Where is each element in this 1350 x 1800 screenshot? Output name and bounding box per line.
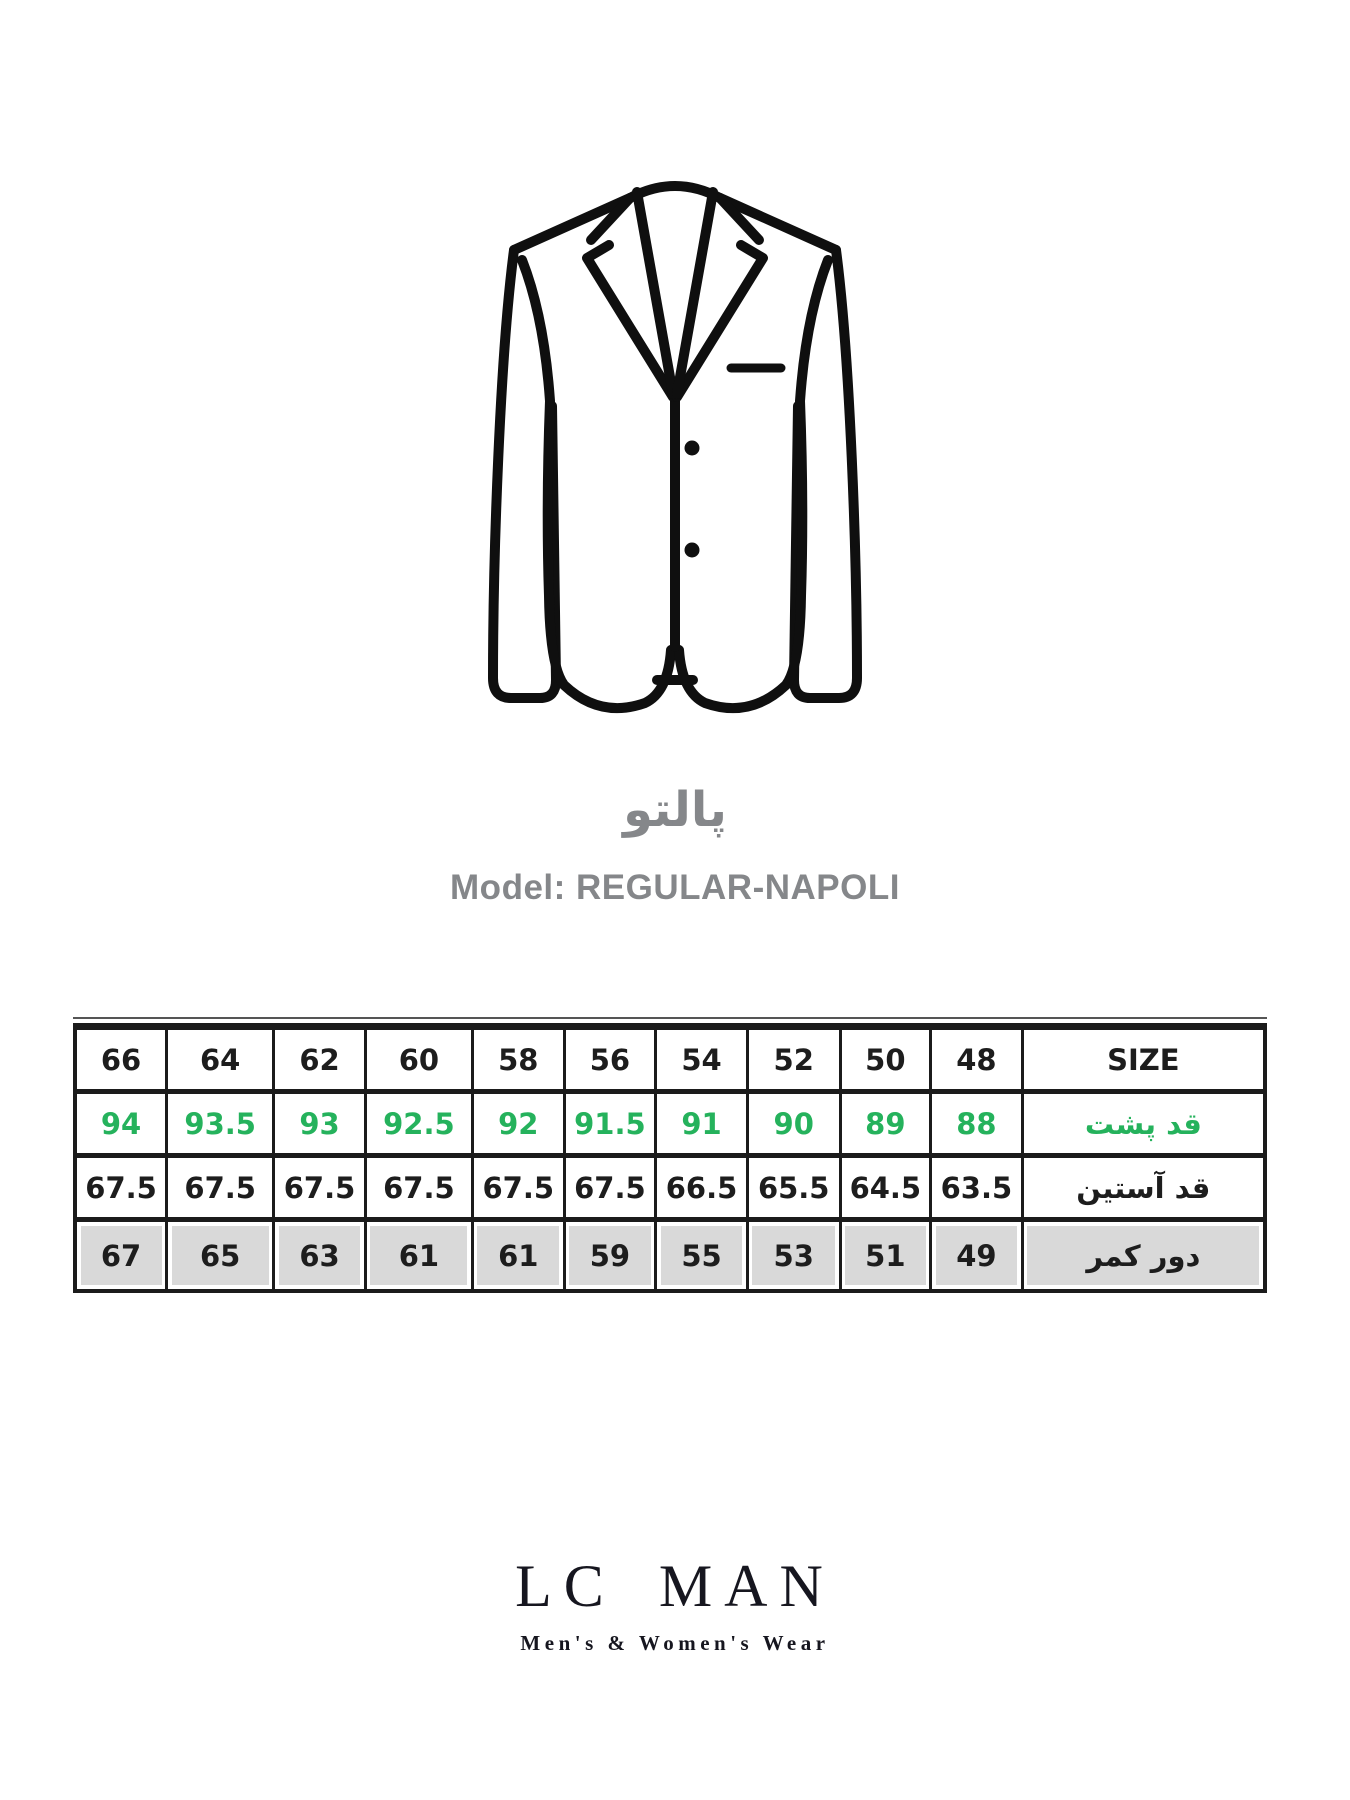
sleeve-length-cell: 64.5 xyxy=(840,1156,930,1220)
suit-jacket-svg xyxy=(480,166,870,781)
table-row-back-length xyxy=(75,1092,1265,1156)
back-length-cell: 92 xyxy=(472,1092,564,1156)
jacket-button-bottom xyxy=(685,543,700,558)
sleeve-length-cell: 67.5 xyxy=(274,1156,366,1220)
waist-cell: 53 xyxy=(747,1220,840,1292)
waist-cell: 65 xyxy=(167,1220,274,1292)
waist-cell: 61 xyxy=(365,1220,472,1292)
sleeve-length-row-label: قد آستین xyxy=(1022,1156,1265,1220)
product-model-line: Model: REGULAR-NAPOLI xyxy=(450,868,900,907)
product-title-fa: پالتو xyxy=(623,782,727,838)
back-length-cell: 91.5 xyxy=(564,1092,656,1156)
size-cell: 48 xyxy=(931,1029,1023,1092)
table-row-size xyxy=(75,1029,1265,1092)
sleeve-length-cell: 67.5 xyxy=(75,1156,167,1220)
sleeve-length-cell: 67.5 xyxy=(167,1156,274,1220)
size-cell: 60 xyxy=(365,1029,472,1092)
waist-cell: 59 xyxy=(564,1220,656,1292)
brand-logo xyxy=(0,1552,1350,1656)
sleeve-length-cell: 67.5 xyxy=(365,1156,472,1220)
size-cell: 56 xyxy=(564,1029,656,1092)
size-cell: 66 xyxy=(75,1029,167,1092)
size-row-label: SIZE xyxy=(1022,1029,1265,1092)
sleeve-length-cell: 63.5 xyxy=(931,1156,1023,1220)
brand-tagline: Men's & Women's Wear xyxy=(520,1631,830,1655)
table-row-sleeve-length xyxy=(75,1156,1265,1220)
size-cell: 52 xyxy=(747,1029,840,1092)
waist-row-label: دور کمر xyxy=(1022,1220,1265,1292)
brand-name: LC MAN xyxy=(515,1553,835,1619)
size-cell: 50 xyxy=(840,1029,930,1092)
back-length-row-label: قد پشت xyxy=(1022,1092,1265,1156)
size-table xyxy=(73,1023,1267,1293)
sleeve-length-cell: 65.5 xyxy=(747,1156,840,1220)
back-length-cell: 93 xyxy=(274,1092,366,1156)
size-cell: 62 xyxy=(274,1029,366,1092)
back-length-cell: 90 xyxy=(747,1092,840,1156)
sleeve-length-cell: 67.5 xyxy=(564,1156,656,1220)
jacket-body-right xyxy=(679,260,828,708)
table-row-waist xyxy=(75,1220,1265,1292)
waist-cell: 67 xyxy=(75,1220,167,1292)
back-length-cell: 88 xyxy=(931,1092,1023,1156)
sleeve-length-cell: 67.5 xyxy=(472,1156,564,1220)
jacket-collar xyxy=(630,186,720,198)
waist-cell: 51 xyxy=(840,1220,930,1292)
waist-cell: 61 xyxy=(472,1220,564,1292)
back-length-cell: 89 xyxy=(840,1092,930,1156)
size-cell: 54 xyxy=(656,1029,748,1092)
back-length-cell: 91 xyxy=(656,1092,748,1156)
jacket-body-left xyxy=(522,260,671,708)
back-length-cell: 94 xyxy=(75,1092,167,1156)
size-cell: 58 xyxy=(472,1029,564,1092)
waist-cell: 49 xyxy=(931,1220,1023,1292)
waist-cell: 55 xyxy=(656,1220,748,1292)
size-cell: 64 xyxy=(167,1029,274,1092)
suit-jacket-illustration xyxy=(480,166,870,781)
sleeve-length-cell: 66.5 xyxy=(656,1156,748,1220)
back-length-cell: 93.5 xyxy=(167,1092,274,1156)
jacket-button-top xyxy=(685,441,700,456)
waist-cell: 63 xyxy=(274,1220,366,1292)
back-length-cell: 92.5 xyxy=(365,1092,472,1156)
